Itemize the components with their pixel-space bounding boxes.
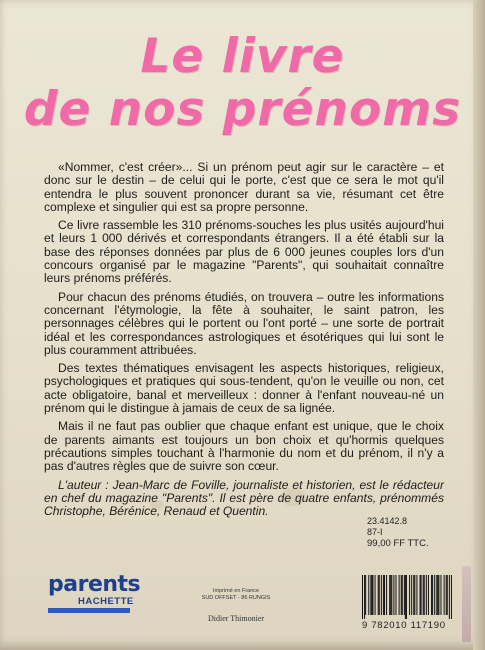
printer-info	[186, 588, 286, 602]
barcode-bar	[409, 575, 410, 615]
barcode-bar	[423, 575, 424, 615]
blurb-paragraph: Mais il ne faut pas oublier que chaque enfant est unique, que le choix de parents aimants est toujours un bon choix et qu'hormis quelques précautions simples touchant à l'harmonie du nom et du prénom, il n'y a pas d'autres règles que de suivre son cœur.	[44, 419, 444, 474]
barcode-bar	[420, 575, 421, 615]
barcode-bar	[372, 575, 373, 615]
barcode-bar	[416, 575, 417, 615]
barcode-bar	[446, 575, 447, 615]
barcode-bar	[401, 575, 402, 615]
blurb-paragraph: Pour chacun des prénoms étudiés, on trouvera – outre les informations concernant l'étymologie, la fête à souhaiter, le saint patron, les personnages célèbres qui le portent ou l'ont porté – une sorte de portrait idéal et les correspondances astrologiques et ésotériques qui lui sont le plus couramment attribuées.	[44, 289, 444, 357]
barcode-bar	[447, 575, 448, 615]
barcode-bar	[438, 575, 439, 615]
barcode-bar	[368, 575, 369, 615]
price-label: 99,00 FF TTC.	[367, 538, 429, 549]
barcode-bar	[370, 575, 371, 615]
barcode-bar	[402, 575, 403, 615]
barcode-bar	[390, 575, 391, 615]
barcode-bar	[413, 575, 414, 615]
barcode-bar	[424, 575, 425, 615]
printer-line-2: SUD OFFSET · 86 RUNGIS	[201, 595, 271, 601]
barcode-bar	[434, 575, 435, 615]
barcode-bar	[381, 575, 382, 615]
barcode-bar	[431, 575, 432, 615]
designer-credit: Didier Thimonier	[207, 614, 265, 623]
barcode-bar	[371, 575, 372, 615]
title-line-2: de nos prénoms	[23, 82, 462, 137]
isbn-barcode	[362, 575, 452, 631]
logo-parents-text: parents	[48, 572, 141, 597]
barcode-bar	[395, 575, 396, 615]
barcode-bar	[393, 575, 394, 615]
barcode-bar	[399, 575, 400, 615]
barcode-bar	[364, 575, 365, 619]
barcode-bar	[440, 575, 441, 615]
barcode-bar	[436, 575, 437, 615]
barcode-bar	[365, 575, 366, 615]
barcode-bar	[414, 575, 415, 615]
barcode-bar	[426, 575, 427, 615]
logo-bar	[48, 608, 130, 613]
barcode-bars	[362, 575, 452, 619]
reference-number: 23.4142.8	[367, 516, 408, 526]
title-line-1: Le livre	[140, 29, 345, 84]
barcode-bar	[428, 575, 429, 615]
barcode-bar	[389, 575, 390, 615]
barcode-bar	[444, 575, 445, 615]
barcode-bar	[383, 575, 384, 615]
printer-line-1: Imprimé en France	[212, 588, 260, 594]
blurb-text	[44, 161, 444, 523]
barcode-bar	[378, 575, 379, 615]
barcode-bar	[432, 575, 433, 615]
barcode-bar	[379, 575, 380, 615]
reference-codes	[367, 516, 429, 549]
blurb-paragraph: Des textes thématiques envisagent les aspects historiques, religieux, psychologiques et pratiques qui sous-tendent, qu'on le veuille ou non, cet acte obligatoire, banal et merveilleux : donner à l'enfant nouveau-né un prénom qui le distingue à jamais de ceux de sa lignée.	[44, 361, 444, 416]
barcode-bar	[406, 575, 407, 619]
barcode-bar	[411, 575, 412, 615]
logo-hachette-text: HACHETTE	[78, 596, 134, 607]
barcode-bar	[405, 575, 406, 619]
barcode-bar	[449, 575, 450, 619]
barcode-bar	[404, 575, 405, 615]
blurb-paragraph: Ce livre rassemble les 310 prénoms-souches les plus usités aujourd'hui et leurs 1 000 dérivés et correspondants étrangers. Il a été établi sur la base des réponses données par plus de 6 000 jeunes couples lors d'un concours organisé par le magazine "Parents", qui souhaitait connaître leurs prénoms préférés.	[44, 218, 444, 286]
barcode-bar	[362, 575, 363, 619]
barcode-bar	[451, 575, 452, 619]
author-note: L'auteur : Jean-Marc de Foville, journaliste et historien, est le rédacteur en chef du magazine "Parents". Il est père de quatre enfants, prénommés Christophe, Bérénice, Renaud et Quentin.	[44, 477, 444, 519]
barcode-bar	[391, 575, 392, 615]
barcode-bar	[384, 575, 385, 615]
barcode-bar	[375, 575, 376, 615]
parents-hachette-logo	[48, 572, 141, 607]
edition-code: 87-I	[367, 527, 383, 537]
worn-spine-mark	[462, 566, 471, 642]
barcode-bar	[386, 575, 387, 615]
barcode-digits: 9 782010 117190	[362, 620, 446, 631]
blurb-paragraph: «Nommer, c'est créer»... Si un prénom peut agir sur le caractère – et donc sur le destin – de celui qui le porte, c'est que ce sera le mot qu'il entendra le plus souvent prononcer durant sa vie, résumant cet être complexe et singulier qui est sa propre personne.	[44, 160, 444, 214]
barcode-bar	[421, 575, 422, 615]
barcode-bar	[437, 575, 438, 615]
